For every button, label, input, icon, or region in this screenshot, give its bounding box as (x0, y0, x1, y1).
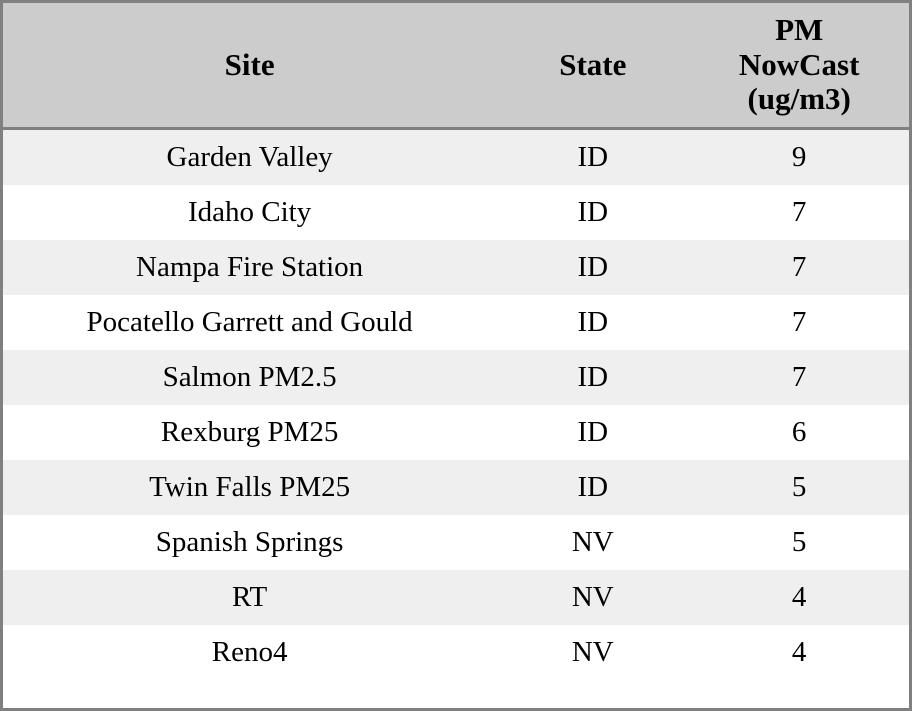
table-row (3, 185, 909, 240)
air-quality-table (3, 3, 909, 680)
cell-state: NV (496, 625, 689, 680)
cell-state: ID (496, 350, 689, 405)
table-row (3, 570, 909, 625)
cell-state: ID (496, 295, 689, 350)
cell-pm-nowcast: 5 (689, 460, 909, 515)
cell-site: Twin Falls PM25 (3, 460, 496, 515)
table-row (3, 460, 909, 515)
cell-site: Rexburg PM25 (3, 405, 496, 460)
cell-pm-nowcast: 6 (689, 405, 909, 460)
table-header-row (3, 3, 909, 129)
table-row (3, 129, 909, 186)
table-row (3, 405, 909, 460)
cell-site: Pocatello Garrett and Gould (3, 295, 496, 350)
table-row (3, 515, 909, 570)
cell-site: Salmon PM2.5 (3, 350, 496, 405)
column-header-state (496, 3, 689, 129)
cell-state: ID (496, 405, 689, 460)
cell-site: Reno4 (3, 625, 496, 680)
cell-pm-nowcast: 7 (689, 295, 909, 350)
cell-pm-nowcast: 7 (689, 350, 909, 405)
column-header-pm-line3: (ug/m3) (747, 81, 851, 117)
cell-site: Idaho City (3, 185, 496, 240)
table-row (3, 350, 909, 405)
table-row (3, 295, 909, 350)
cell-state: ID (496, 460, 689, 515)
column-header-state-label: State (559, 46, 627, 82)
cell-pm-nowcast: 9 (689, 129, 909, 186)
cell-state: NV (496, 570, 689, 625)
cell-site: Nampa Fire Station (3, 240, 496, 295)
cell-pm-nowcast: 7 (689, 185, 909, 240)
cell-site: RT (3, 570, 496, 625)
cell-state: ID (496, 129, 689, 186)
column-header-pm-line1: PM (775, 12, 824, 47)
column-header-site-label: Site (224, 46, 275, 82)
column-header-pm-nowcast (689, 3, 909, 129)
table-row (3, 240, 909, 295)
table-body (3, 129, 909, 681)
cell-state: NV (496, 515, 689, 570)
cell-pm-nowcast: 4 (689, 625, 909, 680)
cell-pm-nowcast: 5 (689, 515, 909, 570)
table-row (3, 625, 909, 680)
column-header-site (3, 3, 496, 129)
cell-pm-nowcast: 7 (689, 240, 909, 295)
cell-state: ID (496, 240, 689, 295)
cell-site: Spanish Springs (3, 515, 496, 570)
cell-site: Garden Valley (3, 129, 496, 186)
table-header (3, 3, 909, 129)
column-header-pm-line2: NowCast (738, 46, 860, 82)
cell-state: ID (496, 185, 689, 240)
cell-pm-nowcast: 4 (689, 570, 909, 625)
